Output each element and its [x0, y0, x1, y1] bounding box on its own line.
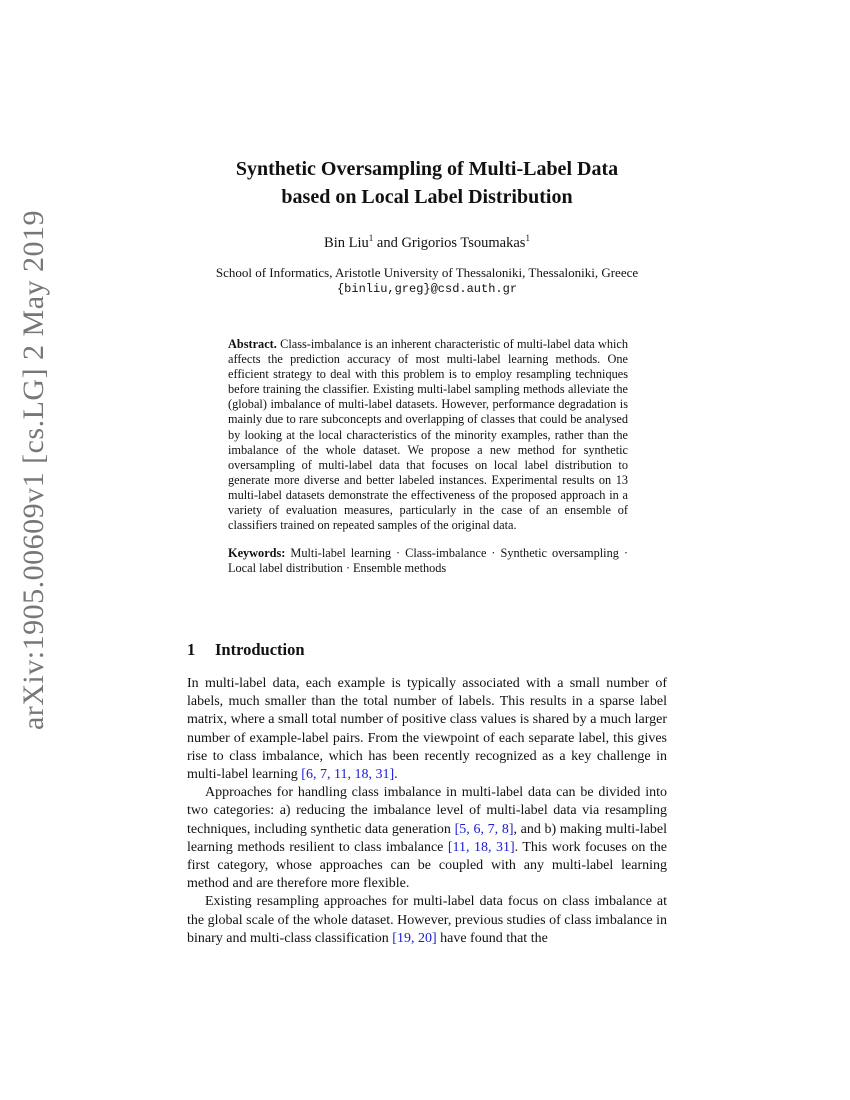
intro-paragraph-3	[187, 893, 667, 948]
citation-link[interactable]: [5, 6, 7, 8]	[454, 821, 514, 837]
p2-text-c: . This work focuses on the first category, whose approaches can be coupled with any multi-label learning method and are therefore more flexible.	[187, 839, 667, 892]
author-1: Bin Liu	[324, 234, 369, 251]
section-heading	[187, 640, 305, 660]
keywords-label: Keywords:	[228, 546, 286, 561]
p1-text: In multi-label data, each example is typically associated with a small number of labels, much smaller than the total number of labels. This results in a sparse label matrix, where a small total number of positive class values is shared by a much larger number of example-label pairs. From the viewpoint of each separate label, this gives rise to class imbalance, which has been recently recognized as a key challenge in multi-label learning	[187, 676, 667, 783]
affiliation-block	[150, 264, 704, 298]
keywords-paragraph	[228, 546, 628, 576]
author-1-affil-mark: 1	[368, 233, 374, 243]
abstract-paragraph	[228, 337, 628, 533]
keywords-text: Multi-label learning · Class-imbalance · Synthetic oversampling · Local label distribution · Ensemble methods	[228, 546, 628, 576]
p3-text-b: have found that the	[436, 930, 548, 946]
section-number: 1	[187, 640, 196, 659]
author-list	[150, 233, 704, 252]
arxiv-id: arXiv:1905.00609v1 [cs.LG] 2 May 2019	[17, 209, 50, 731]
introduction-body	[187, 675, 667, 948]
p3-text-a: Existing resampling approaches for multi-label data focus on class imbalance at the global scale of the whole dataset. However, previous studies of class imbalance in binary and multi-class classification	[187, 894, 667, 946]
abstract-text: Class-imbalance is an inherent characteristic of multi-label data which affects the prediction accuracy of most multi-label learning methods. One efficient strategy to deal with this problem is to employ resampling techniques before training the classifier. Existing multi-label sampling methods alleviate the (global) imbalance of multi-label datasets. However, performance degradation is mainly due to rare subconcepts and overlapping of classes that could be analysed by looking at the local characteristics of the minority examples, rather than the imbalance of the whole dataset. We propose a new method for synthetic oversampling of multi-label data that focuses on local label distribution to generate more diverse and better labeled instances. Experimental results on 13 multi-label datasets demonstrate the effectiveness of the proposed approach in a variety of evaluation measures, particularly in the case of an ensemble of classifiers trained on repeated samples of the original data.	[228, 337, 628, 533]
intro-paragraph-1	[187, 675, 667, 784]
intro-paragraph-2	[187, 784, 667, 893]
author-email: {binliu,greg}@csd.auth.gr	[336, 282, 518, 296]
p2-text-b: , and b) making multi-label learning methods resilient to class imbalance	[187, 821, 668, 855]
author-2: Grigorios Tsoumakas	[401, 234, 526, 251]
citation-link[interactable]: [6, 7, 11, 18, 31]	[301, 767, 395, 783]
abstract-block	[228, 337, 628, 576]
citation-link[interactable]: [19, 20]	[392, 930, 437, 946]
p2-text-a: Approaches for handling class imbalance in multi-label data can be divided into two categories: a) reducing the imbalance level of multi-label data via resampling techniques, including synthetic data generation	[187, 785, 667, 837]
title-line-2: based on Local Label Distribution	[281, 186, 573, 208]
affiliation: School of Informatics, Aristotle University of Thessaloniki, Thessaloniki, Greece	[215, 265, 639, 280]
abstract-label: Abstract.	[228, 337, 277, 351]
paper-title	[150, 155, 704, 211]
citation-link[interactable]: [11, 18, 31]	[447, 839, 515, 855]
section-title: Introduction	[215, 640, 305, 659]
author-2-affil-mark: 1	[525, 233, 530, 243]
author-separator: and	[373, 234, 402, 251]
p1-end: .	[394, 767, 398, 783]
title-line-1: Synthetic Oversampling of Multi-Label Data	[235, 158, 619, 180]
arxiv-sidebar-stamp	[8, 209, 60, 731]
